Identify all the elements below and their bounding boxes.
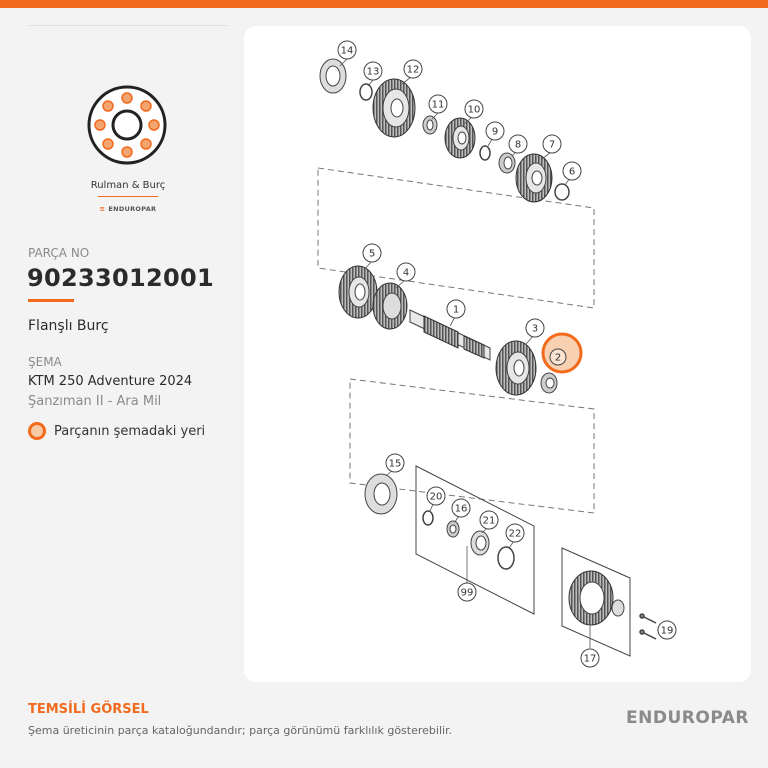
needle-bearing-11-icon bbox=[423, 116, 437, 134]
svg-text:6: 6 bbox=[568, 166, 576, 178]
gear-3-icon bbox=[496, 341, 536, 395]
callout-17[interactable] bbox=[581, 649, 599, 667]
part-number-underline bbox=[28, 299, 74, 302]
callout-12[interactable] bbox=[404, 60, 422, 78]
representative-image-title: TEMSİLİ GÖRSEL bbox=[28, 702, 149, 717]
top-accent-bar bbox=[0, 0, 768, 8]
part-number: 90233012001 bbox=[27, 264, 214, 292]
svg-text:20: 20 bbox=[429, 491, 443, 503]
small-brand-text: ENDUROPAR bbox=[108, 205, 157, 213]
logo-underline bbox=[98, 196, 158, 197]
gear-5-icon bbox=[339, 266, 377, 318]
small-brand bbox=[28, 205, 228, 213]
gear-12-icon bbox=[373, 79, 415, 137]
svg-text:21: 21 bbox=[482, 515, 496, 527]
callout-4[interactable] bbox=[397, 263, 415, 281]
schema-label: ŞEMA bbox=[28, 355, 62, 369]
callout-3[interactable] bbox=[526, 319, 544, 337]
part-name: Flanşlı Burç bbox=[28, 318, 109, 334]
svg-text:19: 19 bbox=[660, 625, 674, 637]
callout-5[interactable] bbox=[363, 244, 381, 262]
svg-text:2: 2 bbox=[554, 352, 562, 364]
svg-text:12: 12 bbox=[406, 64, 420, 76]
svg-text:99: 99 bbox=[460, 587, 474, 599]
callout-11[interactable] bbox=[429, 95, 447, 113]
seal-21-icon bbox=[471, 531, 489, 555]
bushing-8-icon bbox=[499, 153, 515, 173]
svg-text:14: 14 bbox=[340, 45, 354, 57]
disclaimer-text: Şema üreticinin parça kataloğundandır; parça görünümü farklılık gösterebilir. bbox=[28, 724, 453, 737]
gear-4-icon bbox=[373, 283, 407, 329]
callout-7[interactable] bbox=[543, 135, 561, 153]
svg-text:9: 9 bbox=[491, 126, 499, 138]
callout-8[interactable] bbox=[509, 135, 527, 153]
diagram-panel bbox=[244, 26, 751, 682]
schema-section: Şanzıman II - Ara Mil bbox=[28, 394, 162, 409]
shaft-1-icon bbox=[410, 310, 490, 360]
gear-7-icon bbox=[516, 154, 552, 202]
callout-6[interactable] bbox=[563, 162, 581, 180]
part-number-label: PARÇA NO bbox=[28, 246, 90, 260]
watermark: ENDUROPAR bbox=[626, 708, 749, 728]
brand-mark-icon: ≡ bbox=[99, 205, 106, 213]
highlighted-callout-2[interactable] bbox=[543, 334, 581, 372]
washer-13-icon bbox=[360, 84, 372, 100]
bearing-logo-icon bbox=[86, 84, 168, 166]
highlight-marker-icon bbox=[28, 422, 46, 440]
schema-model: KTM 250 Adventure 2024 bbox=[28, 374, 193, 389]
callout-22[interactable] bbox=[506, 524, 524, 542]
logo-title: Rulman & Burç bbox=[90, 180, 166, 191]
callout-10[interactable] bbox=[465, 100, 483, 118]
callout-21[interactable] bbox=[480, 511, 498, 529]
svg-text:10: 10 bbox=[467, 104, 481, 116]
callout-99[interactable] bbox=[458, 583, 476, 601]
exploded-view-diagram bbox=[244, 26, 751, 682]
svg-text:1: 1 bbox=[452, 304, 460, 316]
flanged-bushing-2-icon bbox=[541, 373, 557, 393]
svg-text:16: 16 bbox=[454, 503, 468, 515]
svg-text:5: 5 bbox=[368, 248, 376, 260]
svg-text:17: 17 bbox=[583, 653, 597, 665]
callout-15[interactable] bbox=[386, 454, 404, 472]
callout-14[interactable] bbox=[338, 41, 356, 59]
washer-6-icon bbox=[555, 184, 569, 200]
svg-text:15: 15 bbox=[388, 458, 402, 470]
location-legend bbox=[28, 422, 205, 440]
svg-text:22: 22 bbox=[508, 528, 522, 540]
bolts-19-icon bbox=[640, 614, 656, 639]
washer-9-icon bbox=[480, 146, 490, 160]
callout-16[interactable] bbox=[452, 499, 470, 517]
gear-10-icon bbox=[445, 118, 475, 158]
callout-9[interactable] bbox=[486, 122, 504, 140]
svg-text:11: 11 bbox=[431, 99, 445, 111]
legend-text: Parçanın şemadaki yeri bbox=[54, 423, 206, 439]
svg-text:8: 8 bbox=[514, 139, 522, 151]
callout-19[interactable] bbox=[658, 621, 676, 639]
svg-text:13: 13 bbox=[366, 66, 380, 78]
svg-text:3: 3 bbox=[531, 323, 539, 335]
callout-1[interactable] bbox=[447, 300, 465, 318]
callout-13[interactable] bbox=[364, 62, 382, 80]
ring-22-icon bbox=[498, 547, 514, 569]
washer-20-icon bbox=[423, 511, 433, 525]
bearing-15-icon bbox=[365, 474, 397, 514]
needle-bearing-16-icon bbox=[447, 521, 459, 537]
sprocket-17-icon bbox=[569, 571, 624, 625]
top-divider bbox=[28, 25, 228, 26]
callout-20[interactable] bbox=[427, 487, 445, 505]
svg-text:4: 4 bbox=[402, 267, 410, 279]
svg-text:7: 7 bbox=[548, 139, 556, 151]
